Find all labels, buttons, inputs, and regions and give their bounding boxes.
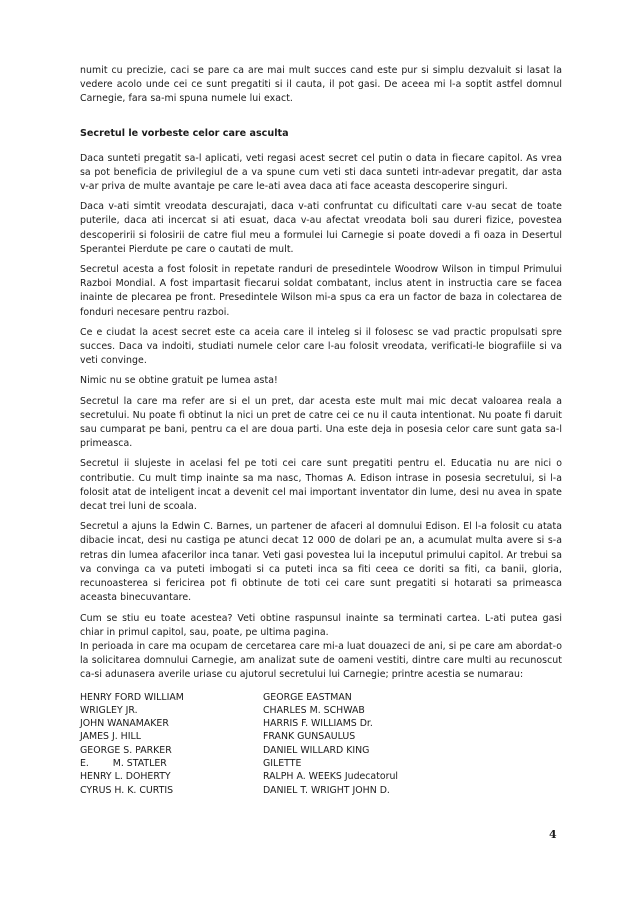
closing-paragraph: In perioada in care ma ocupam de cercetarea care mi-a luat douazeci de ani, si pe care am abordat-o la solicitarea domnului Carnegie, am analizat sute de oameni vestiti, dintre care multi au recunoscut ca-si adunasera averile uriase cu ajutorul secretului lui Carnegie; printre acestia se numarau: xyxy=(80,640,562,681)
name-right: DANIEL T. WRIGHT JOHN D. xyxy=(263,784,390,796)
names-list xyxy=(80,691,562,797)
section-heading: Secretul le vorbeste celor care asculta xyxy=(80,127,289,139)
name-right: CHARLES M. SCHWAB xyxy=(263,704,365,716)
name-left: WRIGLEY JR. xyxy=(80,704,138,716)
name-right: GEORGE EASTMAN xyxy=(263,691,352,703)
body-paragraph: Ce e ciudat la acest secret este ca aceia care il inteleg si il folosesc se vad practic propulsati spre succes. Daca va indoiti, studiati numele celor care l-au folosit vreodata, verificati-le biografiile si va veti convinge. xyxy=(80,326,562,367)
intro-paragraph: numit cu precizie, caci se pare ca are mai mult succes cand este pur si simplu dezvaluit si lasat la vedere acolo unde cei ce sunt pregatiti si il cauta, il pot gasi. De aceea mi l-a soptit astfel domnul Carnegie, fara sa-mi spuna numele lui exact. xyxy=(80,65,562,105)
body-paragraph: Secretul acesta a fost folosit in repetate randuri de presedintele Woodrow Wilson in timpul Primului Razboi Mondial. A fost impartasit fiecarui soldat combatant, inclus atent in instructia care se facea inainte de plecarea pe front. Presedintele Wilson mi-a spus ca era un factor de baza in colectarea de fonduri necesare pentru razboi. xyxy=(80,264,562,318)
closing-question: Cum se stiu eu toate acestea? Veti obtine raspunsul inainte sa terminati cartea. L-ati putea gasi chiar in primul capitol, sau, poate, pe ultima pagina. xyxy=(80,612,562,638)
body-paragraph: Daca v-ati simtit vreodata descurajati, daca v-ati confruntat cu dificultati care v-au secat de toate puterile, daca ati incercat si ati esuat, daca v-au afectat vreodata boli sau dureri fizice, povestea descoperirii si folosirii de catre fiul meu a formulei lui Carnegie si poate dovedi a fi oaza in Desertul Sperantei Pierdute pe care o cautati de mult. xyxy=(80,201,562,255)
body-paragraph: Daca sunteti pregatit sa-l aplicati, veti regasi acest secret cel putin o data in fiecare capitol. As vrea sa pot beneficia de privilegiul de a va spune cum veti sti daca sunteti intr-adevar pregatit, dar asta v-ar priva de multe avantaje pe care le-ati avea daca ati face aceasta descoperire singuri. xyxy=(80,152,562,193)
name-right: FRANK GUNSAULUS xyxy=(263,731,356,743)
body-paragraph: Secretul a ajuns la Edwin C. Barnes, un partener de afaceri al domnului Edison. El l-a folosit cu atata dibacie incat, desi nu castiga pe atunci decat 12 000 de dolari pe an, a acumulat multa avere si s-a retras din lumea afacerilor inca tanar. Veti gasi povestea lui la inceputul primului capitol. Ar trebui sa va convinga ca va puteti imbogati si ca puteti inca sa fiti ceea ce doriti sa fiti, ca banii, gloria, recunoasterea si fericirea pot fi obtinute de toti cei care sunt pregatiti si hotarati sa primeasca aceasta binecuvantare. xyxy=(80,521,562,604)
document-page xyxy=(80,64,562,797)
page-number: 4 xyxy=(549,828,557,841)
name-right: DANIEL WILLARD KING xyxy=(263,744,370,756)
name-right: RALPH A. WEEKS Judecatorul xyxy=(263,771,398,783)
name-left: JOHN WANAMAKER xyxy=(80,718,169,730)
name-left: CYRUS H. K. CURTIS xyxy=(80,784,174,796)
body-paragraph: Secretul ii slujeste in acelasi fel pe toti cei care sunt pregatiti pentru el. Educatia nu are nici o contributie. Cu mult timp inainte sa ma nasc, Thomas A. Edison intrase in posesia secretului, si l-a folosit atat de inteligent incat a devenit cel mai important inventator din lume, desi nu avea in spate decat trei luni de scoala. xyxy=(80,458,562,513)
name-left: JAMES J. HILL xyxy=(80,731,141,743)
name-left: HENRY L. DOHERTY xyxy=(80,771,171,783)
name-left: GEORGE S. PARKER xyxy=(80,744,172,756)
body-paragraph: Secretul la care ma refer are si el un pret, dar acesta este mult mai mic decat valoarea reala a secretului. Nu poate fi obtinut la nici un pret de catre cei ce nu il cauta intentionat. Nu poate fi daruit sau cumparat pe bani, pentru ca el are doua parti. Una este deja in posesia celor care sunt gata sa-l primeasca. xyxy=(80,395,562,450)
name-left: E. M. STATLER xyxy=(80,758,167,769)
name-right: HARRIS F. WILLIAMS Dr. xyxy=(263,718,373,730)
name-left: HENRY FORD WILLIAM xyxy=(80,691,184,703)
body-paragraph: Nimic nu se obtine gratuit pe lumea asta! xyxy=(80,375,278,387)
name-right: GILETTE xyxy=(263,758,302,769)
